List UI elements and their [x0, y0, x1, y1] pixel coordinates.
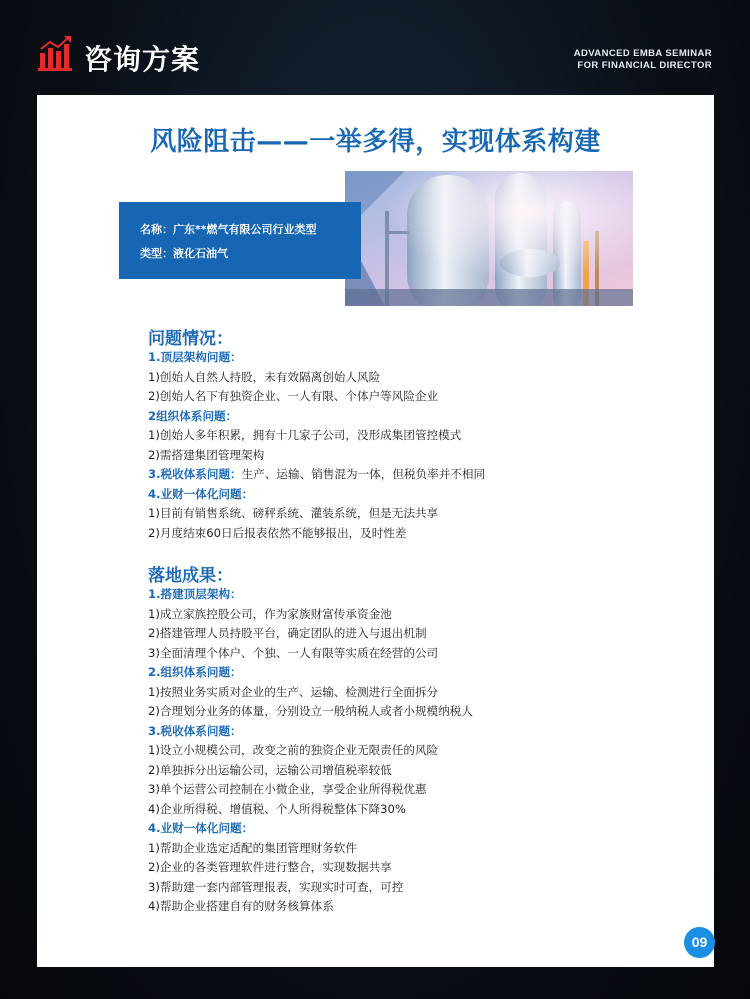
list-heading: 3.税收体系问题：	[148, 467, 242, 481]
list-item: 1)创始人自然人持股，未有效隔离创始人风险	[148, 369, 381, 384]
list-item: 1)设立小规模公司，改变之前的独资企业无限责任的风险	[148, 743, 439, 757]
problems-list	[148, 348, 688, 543]
list-item: 2)月度结束60日后报表依然不能够报出，及时性差	[148, 525, 407, 540]
header-subtitle	[574, 48, 712, 72]
list-item: 3)全面清理个体户、个独、一人有限等实质在经营的公司	[148, 645, 439, 660]
list-item: 1)按照业务实质对企业的生产、运输、检测进行全面拆分	[148, 684, 439, 699]
list-heading: 1.顶层架构问题：	[148, 350, 242, 364]
list-item: 1)目前有销售系统、磅秤系统、灌装系统，但是无法共享	[148, 506, 439, 520]
list-item: 2)企业的各类管理软件进行整合，实现数据共享	[148, 860, 392, 874]
list-item: 1)帮助企业选定适配的集团管理财务软件	[148, 840, 357, 855]
list-heading: 4.业财一体化问题：	[148, 821, 254, 835]
list-heading: 4.业财一体化问题：	[148, 486, 254, 501]
header-subtitle-line1: ADVANCED EMBA SEMINAR	[573, 48, 712, 59]
list-item: 2)搭建管理人员持股平台，确定团队的进入与退出机制	[148, 626, 427, 640]
list-item: 1)创始人多年积累，拥有十几家子公司，没形成集团管控模式	[148, 428, 462, 442]
company-type: 类型：液化石油气	[140, 247, 228, 260]
list-item	[148, 465, 688, 485]
results-list	[148, 585, 688, 917]
problems-section-title: 问题情况：	[148, 329, 233, 349]
growth-chart-icon	[38, 36, 72, 72]
list-item: 4)帮助企业搭建自有的财务核算体系	[148, 899, 334, 913]
page-title: 风险阻击——一举多得，实现体系构建	[150, 127, 601, 157]
list-heading: 2.组织体系问题：	[148, 665, 242, 679]
list-item: 4)企业所得税、增值税、个人所得税整体下降30%	[148, 801, 406, 816]
header-subtitle-line2: FOR FINANCIAL DIRECTOR	[577, 60, 712, 71]
header-title: 咨询方案	[84, 43, 201, 76]
list-text: 生产、运输、销售混为一体，但税负率并不相同	[241, 467, 486, 481]
content-card	[37, 95, 714, 967]
company-info-box	[119, 202, 361, 279]
list-item: 3)单个运营公司控制在小微企业，享受企业所得税优惠	[148, 782, 427, 796]
list-item: 1)成立家族控股公司，作为家族财富传承资金池	[148, 606, 392, 621]
list-item: 2)合理划分业务的体量，分别设立一般纳税人或者小规模纳税人	[148, 704, 473, 718]
list-heading: 1.搭建顶层架构：	[148, 587, 242, 601]
page-number-badge: 09	[684, 927, 715, 958]
list-item: 2)需搭建集团管理架构	[148, 447, 265, 462]
list-item: 2)创始人名下有独资企业、一人有限、个体户等风险企业	[148, 389, 439, 403]
gas-tank-photo	[345, 171, 633, 306]
list-item: 3)帮助建一套内部管理报表，实现实时可查，可控	[148, 879, 404, 894]
list-heading: 3.税收体系问题：	[148, 723, 242, 738]
list-item: 2)单独拆分出运输公司，运输公司增值税率较低	[148, 762, 392, 777]
list-heading: 2组织体系问题：	[148, 408, 238, 423]
results-section-title: 落地成果：	[148, 566, 233, 586]
company-name: 名称：广东**燃气有限公司行业类型	[140, 223, 317, 236]
